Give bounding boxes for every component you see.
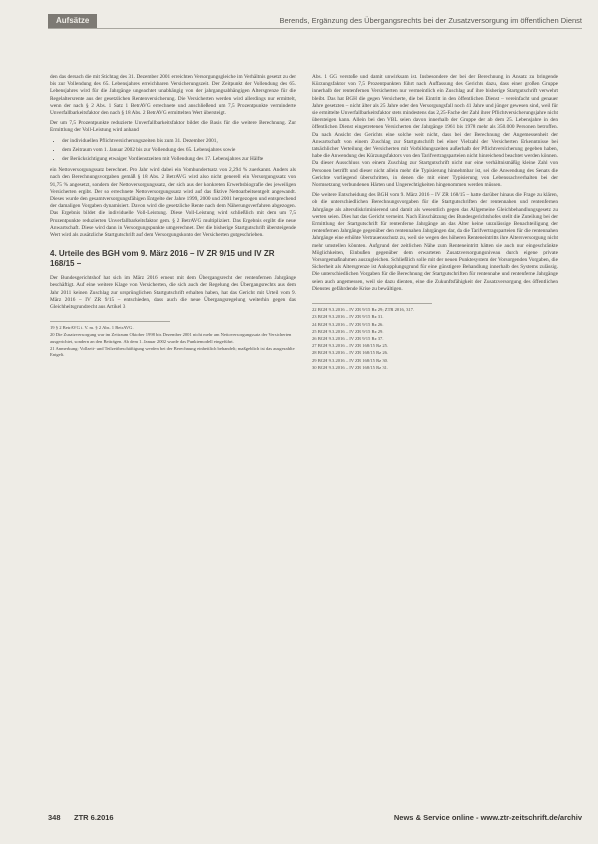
page-header — [48, 14, 582, 29]
left-column — [50, 74, 296, 359]
footnote: 27 BGH 9.3.2016 – IV ZR 168/15 Rz 25. — [312, 343, 389, 349]
footnote: 24 BGH 9.3.2016 – IV ZR 9/15 Rz 26. — [312, 321, 384, 327]
footnotes — [50, 321, 295, 358]
running-title: Berends, Ergänzung des Übergangsrechts bei der Zusatzversorgung im öffentlichen Dienst — [279, 16, 582, 25]
page-number: 348 — [48, 813, 61, 822]
footnote: 28 BGH 9.3.2016 – IV ZR 168/15 Rz 26. — [312, 350, 389, 356]
footnote: 19 § 2 BetrAVG i. V. m. § 2 Abs. 1 BetrAVG. — [50, 325, 134, 331]
footnotes — [312, 303, 432, 371]
body-paragraph: Der Bundesgerichtshof hat sich im März 2016 erneut mit dem Übergangsrecht der rentenfernen Jahrgänge beschäftigt. Auf eine weitere Klage von Versicherten, die sich auch der Regelung des Übergangsrechts aus dem Jahr 2011 keinen Zuschlag zur ursprünglichen Startgutschrift erhalten haben, hat das Gericht mit Urteil vom 9. März 2016 – IV ZR 9/15 – entschieden, dass auch die neue Übergangsregelung weiterhin gegen das Gleichheitsgrundrecht aus Artikel 3 — [50, 275, 296, 311]
section-heading: 4. Urteile des BGH vom 9. März 2016 – IV ZR 9/15 und IV ZR 168/15 – — [50, 249, 275, 269]
body-paragraph: Abs. 1 GG verstoße und damit unwirksam ist. Insbesondere der bei der Berechnung in Ansatz zu bringende Kürzungsfaktor von 7,5 Prozentpunkten führt nach Auffassung des Gerichts dazu, dass einer großen Gruppe innerhalb der rentenfernen Versicherten nur vermeintlich ein Zuschlag auf ihre bisherige Startgutschrift verwehrt bleibt. Das hat BGH die gegen Versicherte, die bei Eintritt in den öffentlichen Dienst – vereinfacht und genauer Jahre gesetzten – nicht älter als 25 Jahre oder den Versorgungsfall noch 41 Jahre und jünger gewesen sind, weil für sie ermittelte Unverfallbarkeitsfaktor stets mindestens das 2,25-Fache der Zahl ihrer Pflichtversicherungsjahre nicht übersteigen kann. Allein bei den VBL seien davon innerhalb der Gruppe der ab dem 25. Lebensjahre in den öffentlichen Dienst eingetretenen Versicherten der Jahrgänge 1961 bis 1978 mehr als 350.000 Personen betroffen. Da nach Ansicht des Gerichts eine solche weit nicht, dass bei der Berechnung der Angemessenheit der Anwartschaft von einem Zuschlag zur Startgutschrift bei einer Vielzahl der Versicherten Erkenntnisse bei tatsächlicher Verteilung der Versicherten mit Vorbildungszeiten außerhalb der Pflichtversicherung gegeben haben, habe die Anwendung des Kürzungsfaktors von den Tarifvertragsparteien nicht hinreichend beachtet werden können. Da dieser Ausschluss von einem Zuschlag zur Startgutschrift nicht nur eine verhältnismäßig kleine Zahl von Personen betrifft und dieser nicht allein mehr die Typisierung hinnehmbar ist, sei die Anwendung des Senats die Gerichte vorliegend überschritten, in denen die mit einer Typisierung von Lebenssachverhalten bei der Normsetzung verbundenen Härten und Ungerechtigkeiten hingenommen werden müssen. — [312, 74, 558, 189]
archive-link[interactable]: News & Service online - www.ztr-zeitschrift.de/archiv — [393, 813, 582, 822]
footnote: 30 BGH 9.3.2016 – IV ZR 168/15 Rz 31. — [312, 364, 389, 370]
list-item: • dem Zeitraum vom 1. Januar 2002 bis zur Vollendung des 65. Lebensjahres sowie — [62, 147, 296, 154]
bullet-list — [50, 138, 296, 164]
list-item: • der individuellen Pflichtversicherungszeiten bis zum 31. Dezember 2001, — [62, 138, 296, 145]
page-footer — [48, 812, 582, 824]
footnote: 29 BGH 9.3.2016 – IV ZR 168/15 Rz 30. — [312, 357, 389, 363]
footnote: 26 BGH 9.3.2016 – IV ZR 9/15 Rz 37. — [312, 335, 384, 341]
footnote: 21 Anmerkung: Vollzeit- und Teilzeitbeschäftigung werden bei der Berechnung einheitlich behandelt; maßgeblich ist das ausgezahlte Entgelt. — [50, 345, 295, 358]
body-paragraph: Der um 7,5 Prozentpunkte reduzierte Unverfallbarkeitsfaktor bildet die Basis für die weitere Berechnung. Zur Ermittlung der Voll-Leistung wird anhand — [50, 120, 296, 134]
footnote: 22 BGH 9.3.2016 – IV ZR 9/15 Rz 29; ZTR 2016, 317. — [312, 307, 415, 313]
body-paragraph: Die weitere Entscheidung des BGH vom 9. März 2016 – IV ZR 168/15 – hatte darüber hinaus die Frage zu klären, ob die unterschiedlichen Berechnungsvorgaben für die Startgutschriften der rentennahen und rentenfernen Jahrgänge als altersdiskriminierend und damit als wesentlich gegen das Allgemeine Gleichbehandlungsgesetz zu werten seien. Dies hat das Gericht verneint. Nach Einschätzung des Bundesgerichtshofes stellt die Zuteilung bei der Ermittlung der Startgutschrift für rentenferne Jahrgänge an das Alter keine unzulässige Benachteiligung der rentenfernen Jahrgänge gegenüber den rentennahen Jahrgängen dar, da die Tarifvertragsparteien für die rentennahen Jahrgänge eine erhöhte Vertrauensschutz zu, weil sie wegen des höheren Renteneintritts ihre Altersversorgung nicht mehr umstellen könnten. Aufgrund der zeitlichen Nähe zum Renteneintritt hätten sie auch nur eingeschränkte Möglichkeiten, Einbußen gegenüber dem erwarteten Zusatzversorgungsniveau durch eigene private Vorsorgemaßnahmen auszugleichen. Schließlich solle mit der neuen Punktesystem der Vorsorgenden Vorgaben, die Sicherheit als Altersgrenze ist Ankopplungsgrund für eine günstigere Behandlung innerhalb des Systems zulässig. Die unterschiedlichen Vorgaben für die Berechnung der Startgutschriften für rentennahe und rentenferne Jahrgänge seien auch angemessen, weil sie dazu dienten, eine die Zukunftsfähigkeit der Zusatzversorgung des öffentlichen Dienstes gefährdende Krise zu bewältigen. — [312, 192, 558, 292]
body-paragraph: ein Nettoversorgungssatz berechnet. Pro Jahr wird dabei ein Vomhundertsatz von 2,294 % zuerkannt. Anders als nach den Berechnungsvorgaben gemäß § 18 Abs. 2 BetrAVG wird also nicht generell ein Versorgungssatz von 91,75 % angesetzt, sondern der Nettoversorgungssatz, der sich aus der konkreten Erwerbsbiografie des jeweiligen Versicherten ergibt. Der so errechnete Nettoversorgungssatz wird auf das fiktive Nettoarbeitsentgelt angewandt. Dieses wurde den gesamtversorgungsfähigen Entgelte der Jahre 1999, 2000 und 2001 hergezogen und entsprechend der damaligen Vorgaben dynamisiert. Davon wird die gesetzliche Rente nach dem Näherungsverfahren abgezogen. Das Ergebnis bildet die individuelle Voll-Leistung. Diese Voll-Leistung wird schließlich mit dem um 7,5 Prozentpunkte reduzierten Unverfallbarkeitsfaktor gem. § 2 BetrAVG multipliziert. Das Ergebnis ergibt die neue Anwartschaft. Diese wird dann in Versorgungspunkte umgerechnet. Der die bisherige Startgutschrift übersteigende Wert wird als zusätzliche Startgutschrift auf dem Versorgungskonto der Versicherten gutgeschrieben. — [50, 167, 296, 239]
footnote: 20 Die Zusatzversorgung war im Zeitraum Oktober 1998 bis Dezember 2001 nicht mehr am Nettoversorgungssatz der Versicherten ausgerichtet, sondern an den Beiträgen. Ab dem 1. Januar 2002 wurde das Punktemodell eingeführt. — [50, 332, 292, 344]
section-label: Aufsätze — [48, 14, 97, 28]
footnote: 25 BGH 9.3.2016 – IV ZR 9/15 Rz 29. — [312, 328, 384, 334]
body-paragraph: den das dersach die mit Stichtag des 31. Dezember 2001 erreichten Versorgungsgleiche im Verhältnis gesetzt zu der bis zur Vollendung des 65. Lebensjahres erreichbaren Versicherungszeit. Der Zeitpunkt der Vollendung des 65. Lebensjahres wird für die Jahrgänge ungeachtet unabhängig von der jahrgangsabhängigen Altersgrenze für die Regelaltersrente aus der gesetzlichen Rentenversicherung. Die Versicherten werden wird allerdings nur ermittelt, wenn der nach § 2 Abs. 1 Satz 1 BetrAVG errechnete und anschließend um 7,5 Prozentpunkte verminderte Unverfallbarkeitsfaktor den nach § 18 Abs. 2 BetrAVG ermittelten Wert übersteigt. — [50, 74, 296, 117]
journal-issue: ZTR 6.2016 — [74, 813, 114, 822]
right-column — [312, 74, 558, 372]
list-item: • der Berücksichtigung etwaiger Vordienstzeiten mit Vollendung des 17. Lebensjahres zur Hälfte — [62, 156, 296, 163]
footnote: 23 BGH 9.3.2016 – IV ZR 9/15 Rz 31. — [312, 314, 384, 320]
